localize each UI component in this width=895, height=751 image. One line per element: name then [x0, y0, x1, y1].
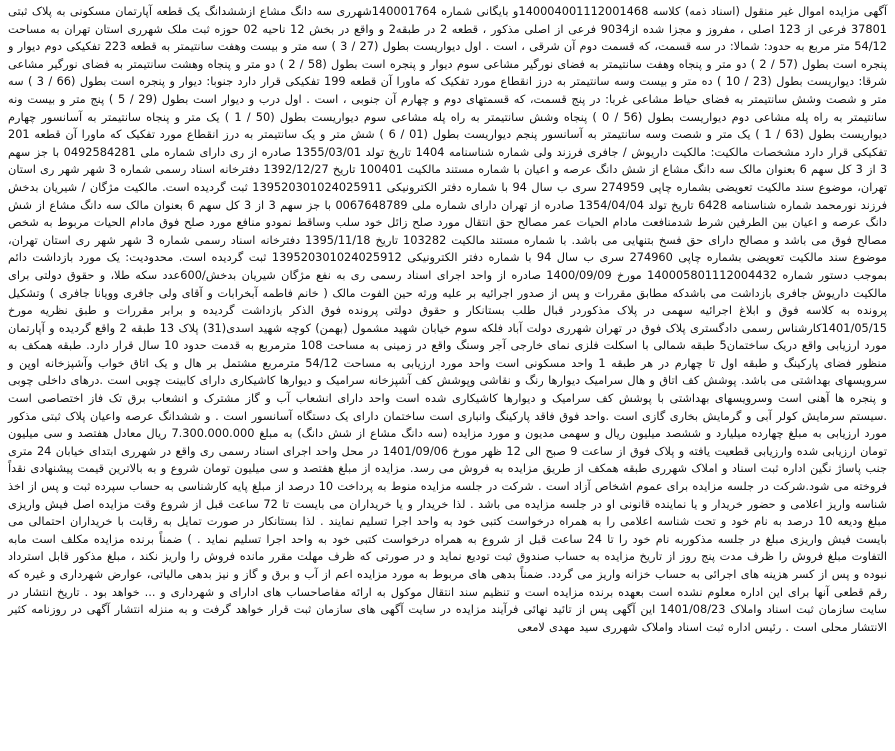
- auction-notice-text: آگهی مزایده اموال غیر منقول (اسناد ذمه) کلاسه 140004001112001468و بایگانی شماره 140001764شهرری سه دانگ مشاع ازششدانگ یک قطعه آپارتمان مسکونی به پلاک ثبتی 37801 فرعی از 123 اصلی ، مفروز و مجزا شده از9034 فرعی از اصلی مذکور ، قطعه 2 در طبقه2 و واقع در بخش 12 ناحیه 02 حوزه ثبت ملک شهرری استان تهران به مساحت 54/12 متر مربع به حدود: شمالا: در سه قسمت، که قسمت دوم آن شرقی ، است . اول دیواریست بطول (27 / 3 ) سه متر و بیست وهفت سانتیمتر به قطعه 223 تفکیکی دوم دیوار و پنجره است بطول (57 / 2 ) دو متر و پنجاه وهفت سانتیمتر به فضای نورگیر مشاعی سوم دیوار و پنجره است بطول (58 / 2 ) دو متر و پنجاه وهشت سانتیمتر به فضای نورگیر مشاعی شرقا: دیواریست بطول (23 / 10 ) ده متر و بیست وسه سانتیمتر به درز انقطاع مورد تفکیک که ماورا آن قطعه 199 تفکیکی قرار دارد جنوبا: دیوار و پنجره است بطول (66 / 3 ) سه متر و شصت وشش سانتیمتر به فضای حیاط مشاعی غربا: در پنج قسمت، که قسمتهای دوم و چهارم آن جنوبی ، است . اول درب و دیوار است بطول (29 / 5 ) پنج متر و بیست ونه سانتیمتر به راه پله مشاعی دوم دیواریست بطول (56 / 0 ) پنجاه وشش سانتیمتر به راه پله مشاعی سوم دیواریست بطول (50 / 1 ) یک متر و پنجاه سانتیمتر به آسانسور چهارم دیواریست بطول (63 / 1 ) یک متر و شصت وسه سانتیمتر به آسانسور پنجم دیواریست بطول (01 / 6 ) شش متر و یک سانتیمتر به درز انقطاع مورد تفکیک که ماورا آن قطعه 201 تفکیکی قرار دارد مشخصات مالکیت: مالکیت داریوش / جافری فرزند ولی شماره شناسنامه 1404 تاریخ تولد 1355/03/01 صادره از ری دارای شماره ملی 0492584281 با جز سهم 3 از 3 کل سهم 6 بعنوان مالک سه دانگ مشاع از شش دانگ عرصه و اعیان با شماره مستند مالکیت 100401 تاریخ 1392/12/27 دفترخانه اسناد رسمی شماره 3 شهر شهر ری استان تهران، موضوع سند مالکیت تعویضی بشماره چاپی 274959 سری ب سال 94 با شماره دفتر الکترونیکی 139520301024025911 ثبت گردیده است. مالکیت مژگان / شیریان بدخش فرزند نورمحمد شماره شناسنامه 6428 تاریخ تولد 1354/04/04 صادره از تهران دارای شماره ملی 0067648789 با جز سهم 3 از 3 کل سهم 6 بعنوان مالک سه دانگ مشاع از شش دانگ عرصه و اعیان بین الطرفین شرط شدمنافعت مادام الحیات عمر مصالح حق انتقال مورد صلح زائل خود سلب وساقط نمودو منافع مورد صلح فوق مادام الحیات مربوط به شخص مصالح فوق می باشد و مصالح دارای حق فسخ بتنهایی می باشد. با شماره مستند مالکیت 103282 تاریخ 1395/11/18 دفترخانه اسناد رسمی شماره 3 شهر شهر ری استان تهران، موضوع سند مالکیت تعویضی بشماره چاپی 274960 سری ب سال 94 با شماره دفتر الکترونیکی 139520301024025912 ثبت گردیده است. محدودیت: یک مورد بازداشت دائم بموجب دستور شماره 140005801112004432 مورخ 1400/09/09 صادره از واحد اجرای اسناد رسمی ری به نفع مژگان شیریان بدخش/600عدد سکه طلا، و حقوق دولتی برای مالکیت داریوش جافری بازداشت می باشدکه مطابق مقررات و پس از صدور اجرائیه بر علیه ورثه حین الفوت مالک ( خانم فاطمه آبخرابات و آقای ولی جافری وویانا جافری ) وتشکیل پرونده به کلاسه فوق و ابلاغ اجرائیه سهمی در پلاک مذکوردر قبال طلب بستانکار و حقوق دولتی پرونده فوق الذکر بازداشت گردیده و برابر مقررات و طبق نظریه مورخ 1401/05/15کارشناس رسمی دادگستری پلاک فوق در تهران شهرری دولت آباد فلکه سوم خیابان شهید مشمول (بهمن) کوچه شهید اسدی(31) پلاک 13 طبقه 2 واقع گردیده و آپارتمان مورد ارزیابی واقع دریک ساختمان5 طبقه شمالی با اسکلت فلزی نمای خارجی آجر وسنگ واقع در زمینی به مساحت 108 مترمربع به قدمت حدود 10 سال قرار دارد. طبقه همکف به منظور فضای پارکینگ و طبقه اول تا چهارم در هر طبقه 1 واحد مسکونی است واحد مورد ارزیابی به مساحت 54/12 مترمربع مشتمل بر هال و یک اتاق خواب وآشپزخانه اوپن و سرویسهای بهداشتی می باشد. پوشش کف اتاق و هال سرامیک دیوارها رنگ و نقاشی وپوشش کف آشپزخانه سرامیک و دیوارها کاشیکاری دارای کابینت چوبی است .درهای داخلی چوبی و پنجره ها آهنی است وسرویسهای بهداشتی با پوشش کف سرامیک و دیوارها کاشیکاری شده است واحد دارای انشعاب آب و گاز مشترک و انشعاب برق تک فاز اختصاصی است .سیستم سرمایش کولر آبی و گرمایش بخاری گازی است .واحد فوق فاقد پارکینگ وانباری است ساختمان دارای یک دستگاه آسانسور است . و ششدانگ عرصه واعیان پلاک ثبتی مذکور مورد ارزیابی به مبلغ چهارده میلیارد و ششصد میلیون ریال و سهمی مدیون و مورد مزایده (سه دانگ مشاع از شش دانگ) به مبلغ 7.300.000.000 ریال معادل هفتصد و سی میلیون تومان ارزیابی شده وارزیابی قطعیت یافته و پلاک فوق از ساعت 9 صبح الی 12 ظهر مورخ 1401/09/06 در محل واحد اجرای اسناد رسمی ری واقع در شهرری ابتدای خیابان 24 متری جنب پاساژ نگین اداره ثبت اسناد و املاک شهرری طبقه همکف از طریق مزایده به فروش می رسد. مزایده از مبلغ هفتصد و سی میلیون تومان شروع و به بالاترین قیمت پیشنهادی نقداً فروخته می شود.شرکت در جلسه مزایده برای عموم اشخاص آزاد است . شرکت در جلسه مزایده منوط به پرداخت 10 درصد از مبلغ پایه کارشناسی به حساب سپرده ثبت و پس از اخذ شناسه واریز اعلامی و حضور خریدار و یا نماینده قانونی او در جلسه مزایده می باشد . لذا خریدار و یا خریداران می بایست تا 72 ساعت قبل از شروع وقت مزایده اصل فیش واریزی مبلغ ودیعه 10 درصد به نام خود و تحت شناسه اعلامی را به همراه درخواست کتبی خود به واحد اجرا تسلیم نمایند . لذا بستانکار در صورت تمایل به رقابت با خریداران احتمالی می بایست فیش واریزی مبلغ در جلسه مذکوربه نام خود را تا 24 ساعت قبل از شروع به همراه درخواست کتبی خود به واحد اجرا تسلیم نماید . ) ضمناً برنده مزایده مکلف است مابه التفاوت مبلغ فروش را ظرف مدت پنج روز از تاریخ مزایده به حساب صندوق ثبت تودیع نماید و در صورتی که ظرف مهلت مقرر مانده فروش را واریز نکند ، مبلغ مذکور قابل استرداد نبوده و پس از کسر هزینه های اجرائی به حساب خزانه واریز می گردد. ضمناً بدهی های مربوط به مورد مزایده اعم از آب و برق و گاز و نیز بدهی مالیاتی، عوارض شهرداری و غیره که رقم قطعی آنها برای این اداره معلوم نشده است بعهده برنده مزایده است و تنظیم سند انتقال موکول به ارائه مفاصاحساب های ادارای و شهرداری و ... خواهد بود . تاریخ انتشار در سایت سازمان ثبت اسناد واملاک 1401/08/23 این آگهی پس از تائید نهائی فرآیند مزایده در سایت آگهی های سازمان ثبت قرار خواهد گرفت و به منزله انتشار آگهی در روزنامه کثیر الانتشار محلی است . رئیس اداره ثبت اسناد واملاک شهرری سید مهدی لامعی: [8, 4, 888, 634]
